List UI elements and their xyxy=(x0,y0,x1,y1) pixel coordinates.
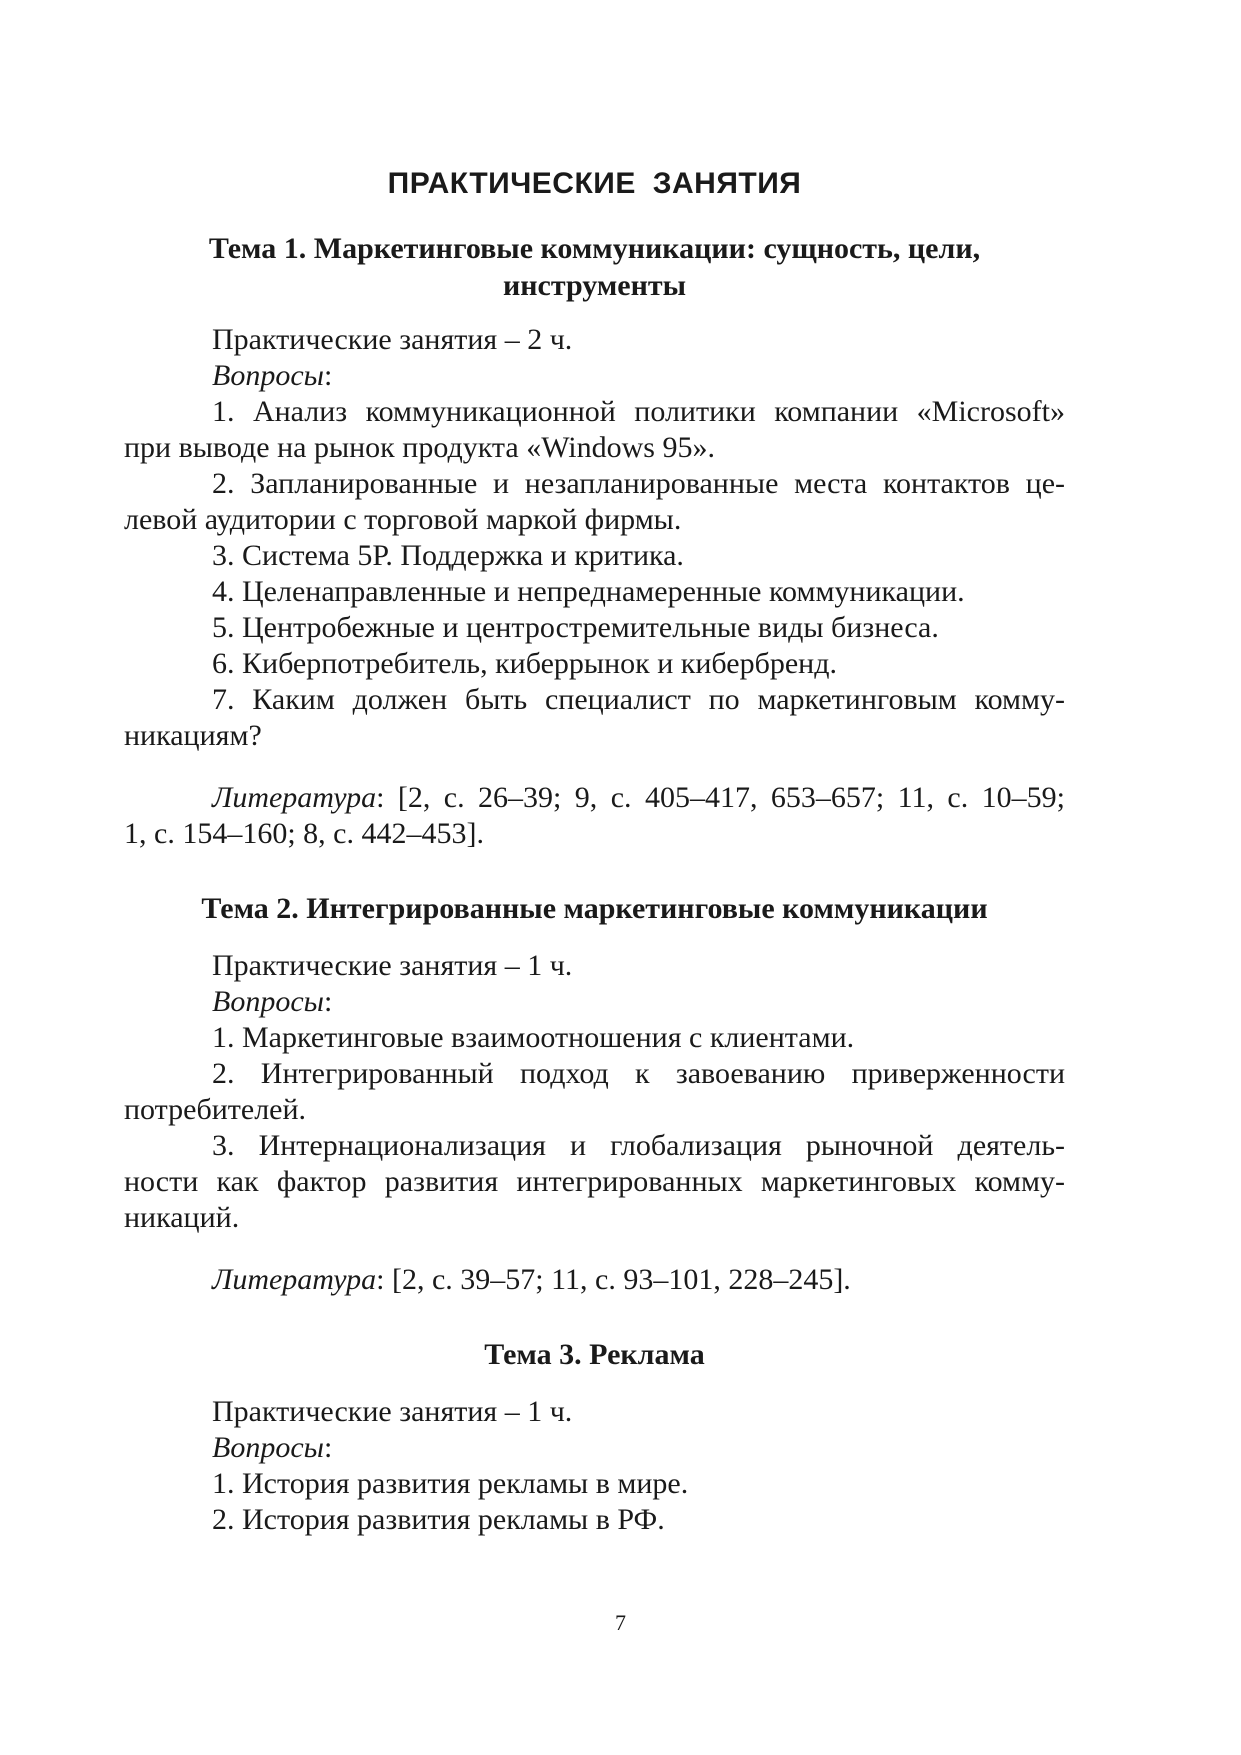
topic2-question-3-line2: ности как фактор развития интегрированных маркетинговых комму- xyxy=(124,1165,1065,1198)
topic1-question-6: 6. Киберпотребитель, киберрынок и кибербренд. xyxy=(212,647,837,680)
topic2-literature-refs: : [2, с. 39–57; 11, с. 93–101, 228–245]. xyxy=(376,1263,851,1296)
topic2-questions-heading: Вопросы: xyxy=(212,985,333,1018)
topic3-question-1: 1. История развития рекламы в мире. xyxy=(212,1467,689,1500)
topic1-questions-heading: Вопросы: xyxy=(212,359,333,392)
topic1-question-3: 3. Система 5Р. Поддержка и критика. xyxy=(212,539,684,572)
topic1-literature-refs1: : [2, с. 26–39; 9, с. 405–417, 653–657; 11, с. 10–59; xyxy=(376,781,1065,814)
topic3-questions-label: Вопросы xyxy=(212,1431,324,1464)
topic1-question-2-line2: левой аудитории с торговой маркой фирмы. xyxy=(124,503,682,536)
topic2-question-1: 1. Маркетинговые взаимоотношения с клиентами. xyxy=(212,1021,855,1054)
topic1-title-line2: инструменты xyxy=(502,269,687,302)
topic2-question-2-line1: 2. Интегрированный подход к завоеванию приверженности xyxy=(212,1057,1065,1090)
topic1-title-line1: Тема 1. Маркетинговые коммуникации: сущность, цели, xyxy=(208,232,981,265)
topic2-question-3-line3: никаций. xyxy=(124,1201,240,1234)
topic1-question-2-line1: 2. Запланированные и незапланированные места контактов це- xyxy=(212,467,1065,500)
topic1-question-7-line2: никациям? xyxy=(124,719,262,752)
topic1-question-1-line2: при выводе на рынок продукта «Windows 95». xyxy=(124,431,715,464)
page-title: ПРАКТИЧЕСКИЕ ЗАНЯТИЯ xyxy=(387,167,802,200)
topic2-title: Тема 2. Интегрированные маркетинговые коммуникации xyxy=(201,892,988,925)
topic2-literature xyxy=(124,1262,1065,1298)
topic1-literature-label: Литература xyxy=(212,781,377,814)
topic1-question-7-line1: 7. Каким должен быть специалист по маркетинговым комму- xyxy=(212,683,1065,716)
topic1-questions-label: Вопросы xyxy=(212,359,324,392)
topic2-hours: Практические занятия – 1 ч. xyxy=(212,949,573,982)
page-number: 7 xyxy=(615,1610,626,1635)
topic1-literature-line1 xyxy=(124,780,1065,816)
topic1-question-5: 5. Центробежные и центростремительные виды бизнеса. xyxy=(212,611,939,644)
topic3-hours: Практические занятия – 1 ч. xyxy=(212,1395,573,1428)
topic1-question-1-line1: 1. Анализ коммуникационной политики компании «Microsoft» xyxy=(212,395,1065,428)
topic2-question-3-line1: 3. Интернационализация и глобализация рыночной деятель- xyxy=(212,1129,1065,1162)
topic1-literature-line2: 1, с. 154–160; 8, с. 442–453]. xyxy=(124,817,484,850)
topic3-questions-heading: Вопросы: xyxy=(212,1431,333,1464)
topic2-literature-label: Литература xyxy=(212,1263,377,1296)
topic1-question-4: 4. Целенаправленные и непреднамеренные коммуникации. xyxy=(212,575,965,608)
topic3-question-2: 2. История развития рекламы в РФ. xyxy=(212,1503,665,1536)
topic1-hours: Практические занятия – 2 ч. xyxy=(212,323,573,356)
topic3-title: Тема 3. Реклама xyxy=(484,1338,705,1371)
topic2-questions-label: Вопросы xyxy=(212,985,324,1018)
topic2-question-2-line2: потребителей. xyxy=(124,1093,307,1126)
